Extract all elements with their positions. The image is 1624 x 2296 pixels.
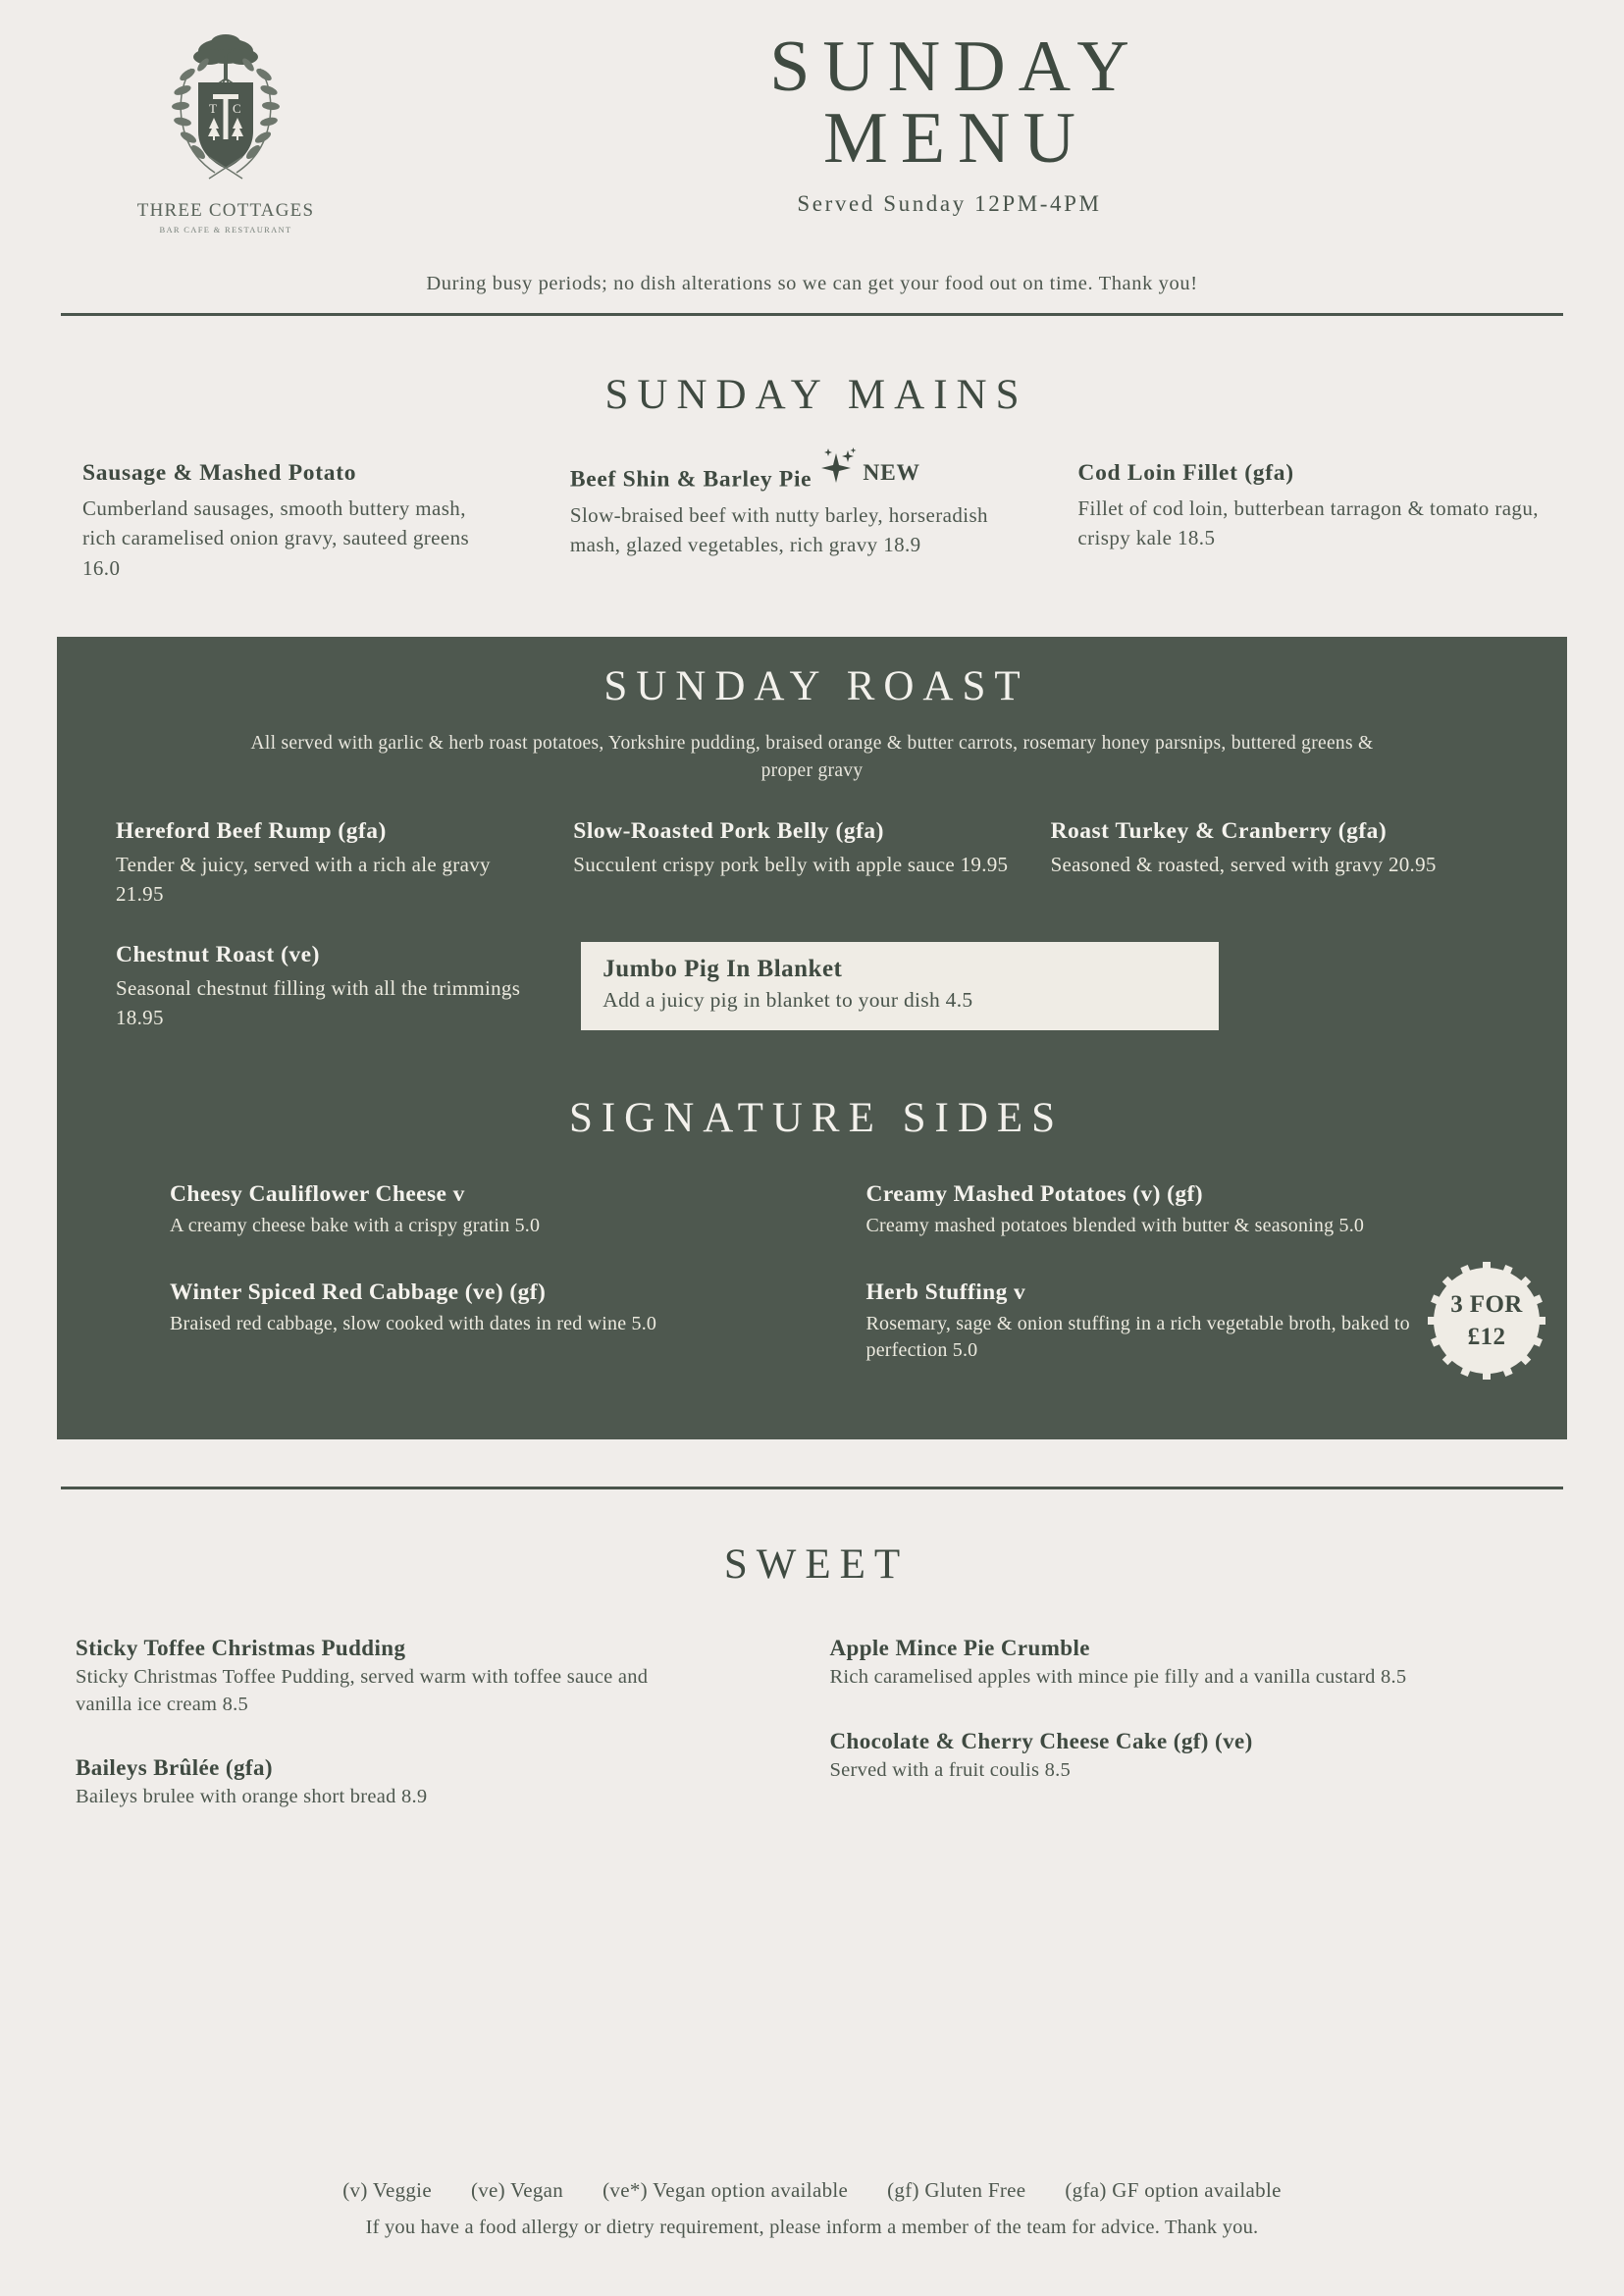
dish-description: Sticky Christmas Toffee Pudding, served warm with toffee sauce and vanilla ice cream 8.5 — [76, 1665, 649, 1715]
dish-name: Apple Mince Pie Crumble — [829, 1635, 1090, 1660]
dish-name: Cheesy Cauliflower Cheese v — [170, 1180, 465, 1207]
dish-name: Sticky Toffee Christmas Pudding — [76, 1635, 406, 1660]
badge-line-2: £12 — [1467, 1323, 1506, 1350]
dish-name: Baileys Brûlée (gfa) — [76, 1755, 273, 1781]
legend-item-veggie: (v) Veggie — [342, 2178, 432, 2202]
roast-dish-item — [96, 942, 573, 1033]
sunday-mains-section — [0, 316, 1624, 583]
menu-title-line-1: SUNDAY — [769, 26, 1142, 107]
brand-logo — [59, 22, 393, 235]
sunday-roast-row-2 — [57, 909, 1567, 1033]
dish-description: Rich caramelised apples with mince pie filly and a vanilla custard 8.5 — [829, 1665, 1407, 1688]
sunday-mains-grid — [0, 419, 1624, 583]
dish-description: Seasonal chestnut filling with all the trimmings 18.95 — [116, 976, 521, 1030]
sweet-dish-item — [830, 1636, 1525, 1692]
dish-description: Succulent crispy pork belly with apple sauce 19.95 — [573, 852, 1009, 876]
pig-in-blanket-addon — [581, 942, 1219, 1030]
sweet-dish-item — [830, 1729, 1525, 1785]
addon-title: Jumbo Pig In Blanket — [602, 956, 843, 983]
sweet-divider — [61, 1487, 1563, 1489]
dish-description: Creamy mashed potatoes blended with butter & seasoning 5.0 — [865, 1214, 1365, 1236]
new-badge — [815, 460, 920, 487]
dish-description: Fillet of cod loin, butterbean tarragon & tomato ragu, crispy kale 18.5 — [1077, 496, 1539, 550]
sweet-column-left — [61, 1636, 812, 1850]
allergy-notice: If you have a food allergy or dietry requirement, please inform a member of the team for advice. Thank you. — [365, 2217, 1259, 2238]
side-dish-item — [866, 1181, 1460, 1240]
dish-description: Baileys brulee with orange short bread 8.9 — [76, 1786, 428, 1808]
busy-period-note: During busy periods; no dish alterations so we can get your food out on time. Thank you! — [426, 273, 1198, 294]
svg-text:C: C — [233, 101, 241, 116]
dish-name: Roast Turkey & Cranberry (gfa) — [1050, 817, 1388, 844]
main-dish-item — [570, 460, 1057, 583]
dish-description: Served with a fruit coulis 8.5 — [829, 1758, 1071, 1781]
dietary-legend — [0, 2178, 1624, 2203]
dish-name: Cod Loin Fillet (gfa) — [1077, 460, 1294, 486]
sweet-grid — [0, 1589, 1624, 1850]
dish-name: Hereford Beef Rump (gfa) — [116, 817, 387, 844]
main-dish-item — [61, 460, 549, 583]
three-for-twelve-badge — [1424, 1258, 1549, 1383]
roast-dish-item — [96, 818, 573, 910]
dish-name: Herb Stuffing v — [865, 1278, 1026, 1305]
dish-name: Chestnut Roast (ve) — [116, 942, 320, 968]
dish-description: A creamy cheese bake with a crispy gratin 5.0 — [170, 1214, 541, 1236]
menu-title-line-2: MENU — [823, 97, 1088, 179]
sweet-column-right — [812, 1636, 1564, 1850]
side-dish-item — [170, 1279, 754, 1338]
dish-description: Rosemary, sage & onion stuffing in a rich vegetable broth, baked to perfection 5.0 — [865, 1312, 1410, 1362]
dish-description: Braised red cabbage, slow cooked with dates in red wine 5.0 — [170, 1312, 657, 1334]
sunday-roast-section — [57, 637, 1567, 1438]
sides-column-left — [116, 1181, 812, 1404]
roast-dish-item — [1051, 818, 1528, 910]
signature-sides-grid — [57, 1142, 1567, 1404]
dish-name: Beef Shin & Barley Pie — [569, 466, 812, 493]
sparkle-icon — [815, 461, 859, 487]
dish-name: Chocolate & Cherry Cheese Cake (gf) (ve) — [829, 1728, 1253, 1753]
side-dish-item — [170, 1181, 754, 1240]
side-dish-item — [866, 1279, 1460, 1365]
addon-description: Add a juicy pig in blanket to your dish 4.5 — [602, 988, 973, 1013]
sides-column-right — [812, 1181, 1509, 1404]
legend-item-gluten-free: (gf) Gluten Free — [887, 2178, 1026, 2202]
badge-line-1: 3 FOR — [1450, 1290, 1523, 1318]
brand-tagline: BAR CAFE & RESTAURANT — [159, 225, 292, 235]
badge-text — [1450, 1288, 1523, 1353]
dish-description: Slow-braised beef with nutty barley, horseradish mash, glazed vegetables, rich gravy 18.9 — [569, 502, 988, 556]
sunday-roast-heading: SUNDAY ROAST — [603, 663, 1029, 710]
sweet-dish-item — [76, 1755, 695, 1811]
crest-tree-shield-icon — [152, 29, 299, 196]
brand-name: THREE COTTAGES — [136, 200, 315, 221]
legend-item-vegan: (ve) Vegan — [470, 2178, 564, 2202]
sunday-mains-heading: SUNDAY MAINS — [604, 372, 1028, 418]
dish-name: Creamy Mashed Potatoes (v) (gf) — [865, 1180, 1203, 1207]
dish-name: Slow-Roasted Pork Belly (gfa) — [573, 817, 884, 844]
menu-header — [0, 0, 1624, 265]
roast-dish-item — [573, 818, 1050, 910]
dish-name: Sausage & Mashed Potato — [82, 460, 357, 486]
sunday-roast-grid — [57, 785, 1567, 910]
svg-text:T: T — [209, 101, 217, 116]
legend-item-vegan-option: (ve*) Vegan option available — [602, 2178, 849, 2202]
dish-name: Winter Spiced Red Cabbage (ve) (gf) — [170, 1278, 547, 1305]
dish-name-row — [570, 460, 1018, 494]
menu-footer — [0, 2178, 1624, 2239]
dish-description: Cumberland sausages, smooth buttery mash, rich caramelised onion gravy, sauteed greens 16.0 — [82, 496, 470, 580]
menu-title-block — [393, 22, 1565, 217]
new-badge-label: NEW — [863, 460, 920, 486]
legend-item-gf-option: (gfa) GF option available — [1065, 2178, 1282, 2202]
dish-description: Tender & juicy, served with a rich ale gravy 21.95 — [116, 852, 491, 906]
sunday-roast-subtitle: All served with garlic & herb roast potatoes, Yorkshire pudding, braised orange & butter carrots, rosemary honey parsnips, buttered greens & proper gravy — [250, 733, 1374, 781]
sweet-heading: SWEET — [723, 1540, 910, 1588]
served-times: Served Sunday 12PM-4PM — [797, 191, 1102, 217]
dish-description: Seasoned & roasted, served with gravy 20.95 — [1050, 852, 1437, 876]
sweet-dish-item — [76, 1636, 695, 1719]
signature-sides-heading: SIGNATURE SIDES — [568, 1094, 1065, 1141]
main-dish-item — [1077, 460, 1563, 583]
